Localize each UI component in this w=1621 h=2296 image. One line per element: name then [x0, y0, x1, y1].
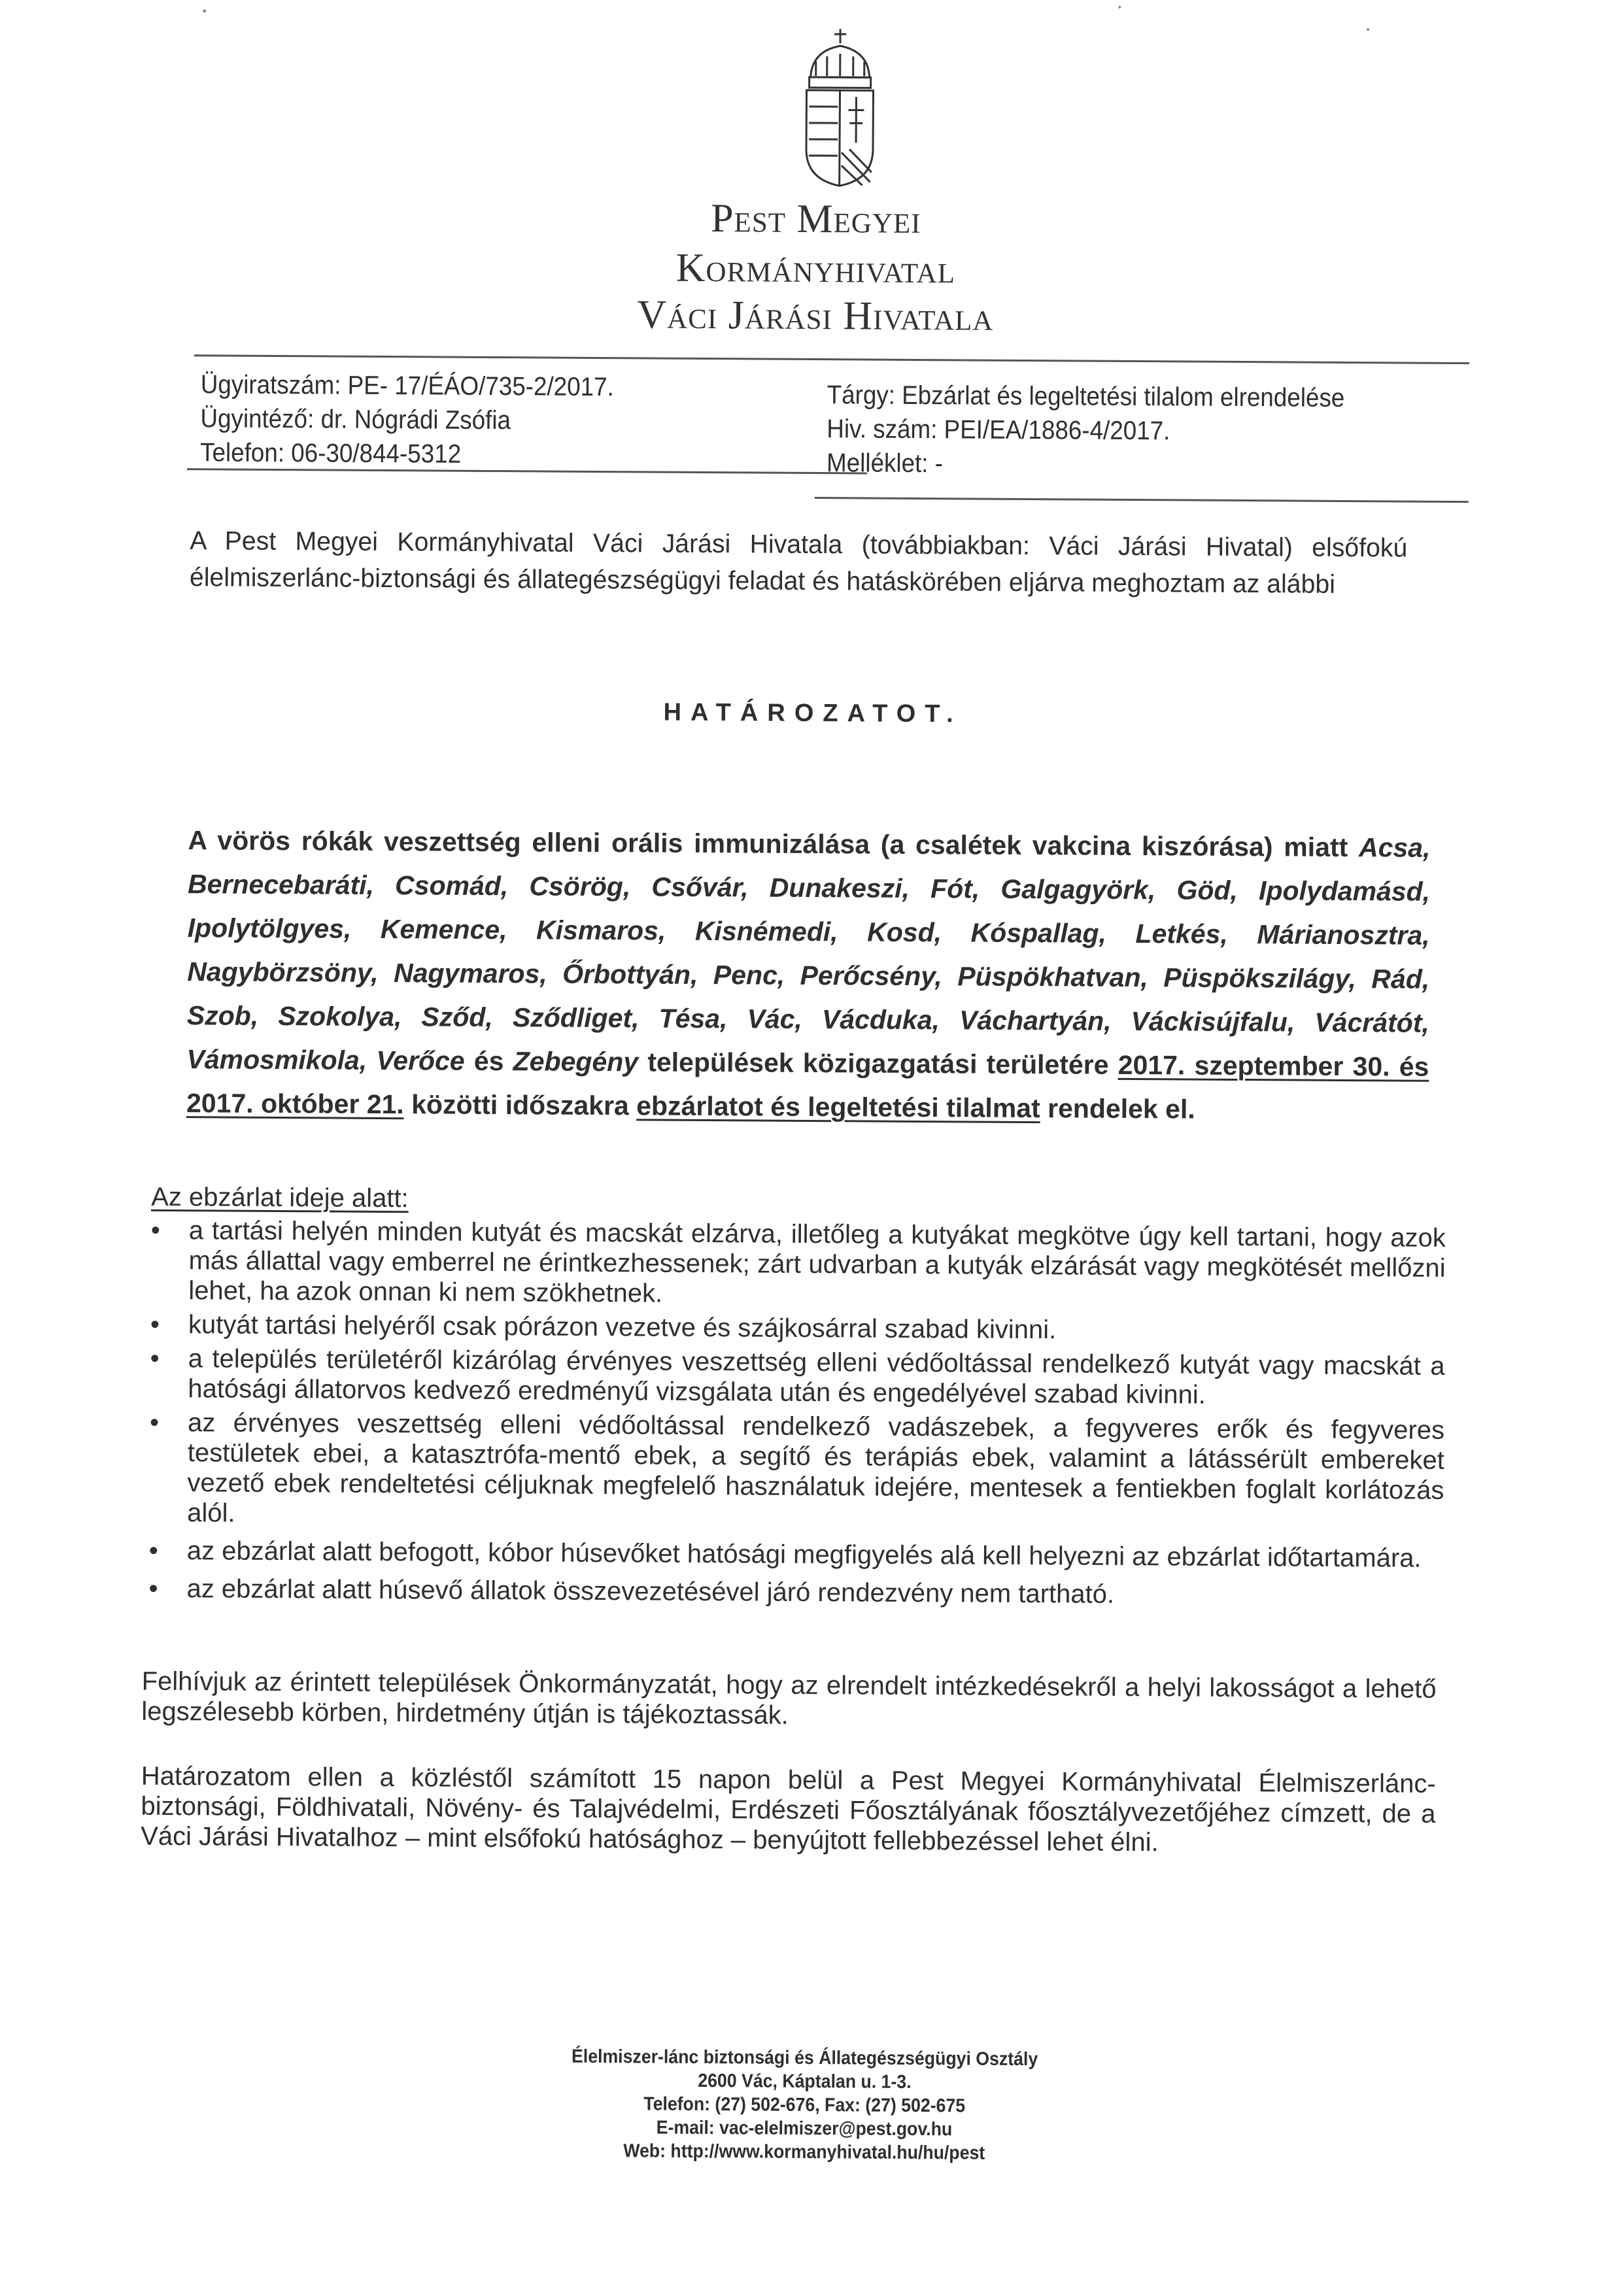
case-number: Ügyiratszám: PE- 17/ÉÁO/735-2/2017. — [200, 370, 614, 402]
rule-item — [150, 1309, 1445, 1347]
org-name-line-3: Váci Járási Hivatala — [637, 292, 994, 339]
footer-address: 2600 Vác, Káptalan u. 1-3. — [698, 2070, 912, 2093]
footer-contact — [0, 2041, 1615, 2169]
rule-item — [150, 1215, 1446, 1313]
footer-email: E-mail: vac-elelmiszer@pest.gov.hu — [656, 2117, 953, 2140]
case-officer: Ügyintéző: dr. Nógrádi Zsófia — [200, 404, 511, 435]
last-town: Zebegény — [513, 1046, 639, 1077]
bullet-icon: • — [148, 1536, 159, 1565]
rule-text: a tartási helyén minden kutyát és macskát elzárva, illetőleg a kutyákat megkötve úgy kell tartani, hogy azok más állattal vagy emberrel ne érintkezhessenek; zárt udvarban a kutyák elzárását vagy megkötését mellőzni lehet, ha azok onnan ki nem szökhetnek. — [188, 1216, 1446, 1308]
rule-item — [150, 1343, 1445, 1411]
decision-paragraph — [186, 819, 1431, 1133]
bullet-icon: • — [150, 1343, 160, 1373]
coat-of-arms-icon — [797, 25, 883, 189]
decision-end: rendelek el. — [1040, 1093, 1195, 1124]
footer-web: Web: http://www.kormanyhivatal.hu/hu/pest — [623, 2140, 985, 2164]
scan-speck — [1118, 6, 1121, 8]
reference-number: Hiv. szám: PEI/EA/1886-4/2017. — [827, 414, 1170, 446]
rules-heading: Az ebzárlat ideje alatt: — [151, 1182, 409, 1213]
decision-conjunction: és — [464, 1045, 513, 1077]
rule-item — [148, 1574, 1443, 1612]
footer-department: Élelmiszer-lánc biztonsági és Állategészségügyi Osztály — [571, 2046, 1038, 2070]
rule-text: az érvényes veszettség elleni védőoltással rendelkező vadászebek, a fegyveres erők és fegyveres testületek ebei, a katasztrófa-mentő ebek, a segítő és terápiás ebek, valamint a látássérült embereket vezető ebek rendeltetési céljuknak megfelelő használatuk idejére, mentesek a fentiekben foglalt korlátozás alól. — [187, 1408, 1445, 1528]
decision-lead: A vörös rókák veszettség elleni orális immunizálása (a csalétek vakcina kiszórása) miatt — [188, 825, 1359, 863]
org-name-line-2: Kormányhivatal — [675, 245, 956, 292]
header-divider-right — [815, 497, 1469, 503]
date-range: 2017. szeptember 30. és 2017. október 21. — [186, 1049, 1429, 1120]
reference-right-block — [827, 378, 1345, 483]
measure: ebzárlatot és legeltetési tilalmat — [636, 1090, 1040, 1124]
rule-text: az ebzárlat alatt húsevő állatok összevezetésével járó rendezvény nem tartható. — [186, 1574, 1115, 1609]
bullet-icon: • — [149, 1408, 160, 1437]
bullet-icon: • — [150, 1309, 160, 1339]
rule-text: a település területéről kizárólag érvényes veszettség elleni védőoltással rendelkező kutyát vagy macskát a hatósági állatorvos kedvező eredményű vizsgálata után és engedélyével szabad kivinni. — [188, 1344, 1445, 1410]
subject: Tárgy: Ebzárlat és legeltetési tilalom elrendelése — [827, 380, 1345, 413]
bullet-icon: • — [148, 1574, 158, 1603]
footer-phone-fax: Telefon: (27) 502-676, Fax: (27) 502-675 — [643, 2093, 966, 2117]
scan-speck — [203, 9, 206, 12]
decision-area: települések közigazgatási területére — [638, 1047, 1118, 1080]
bullet-icon: • — [150, 1215, 161, 1245]
call-to-action-paragraph: Felhívjuk az érintett települések Önkormányzatát, hogy az elrendelt intézkedésekről a helyi lakosságot a lehető legszélesebb körben, hirdetmény útján is tájékoztassák. — [141, 1666, 1437, 1730]
reference-left-block — [200, 367, 614, 472]
decision-title: HATÁROZATOT. — [663, 698, 963, 728]
rule-item — [149, 1536, 1444, 1574]
case-phone: Telefon: 06-30/844-5312 — [200, 438, 462, 469]
decision-period: közötti időszakra — [403, 1089, 637, 1121]
rule-text: az ebzárlat alatt befogott, kóbor húsevőket hatósági megfigyelés alá kell helyezni az ebzárlat időtartamára. — [186, 1536, 1422, 1573]
rules-list — [148, 1215, 1446, 1615]
intro-paragraph: A Pest Megyei Kormányhivatal Váci Járási Hivatala (továbbiakban: Váci Járási Hivatal) elsőfokú élelmiszerlánc-biztonsági és állategészségügyi feladat és hatáskörében eljárva meghoztam az alábbi — [189, 526, 1408, 599]
appeal-paragraph: Határozatom ellen a közléstől számított 15 napon belül a Pest Megyei Kormányhivatal Élelmiszerlánc-biztonsági, Földhivatali, Növény- és Talajvédelmi, Erdészeti Főosztályának főosztályvezetőjéhez címzett, de a Váci Járási Hivatalhoz – mint elsőfokú hatósághoz – benyújtott fellebbezéssel lehet élni. — [141, 1761, 1436, 1857]
attachment: Melléklet: - — [826, 448, 944, 479]
org-name-line-1: Pest Megyei — [710, 196, 921, 243]
header-divider-top — [194, 354, 1469, 364]
rule-item — [149, 1408, 1444, 1536]
affected-towns: Acsa, Bernecebaráti, Csomád, Csörög, Csővár, Dunakeszi, Fót, Galgagyörk, Göd, Ipolydamásd, Ipolytölgyes, Kemence, Kismaros, Kisnémedi, Kosd, Kóspallag, Letkés, Márianosztra, Nagybörzsöny, Nagymaros, Őrbottyán, Penc, Perőcsény, Püspökhatvan, Püspökszilágy, Rád, Szob, Szokolya, Sződ, Sződliget, Tésa, Vác, Vácduka, Váchartyán, Váckisújfalu, Vácrátót, Vámosmikola, Verőce — [186, 832, 1431, 1076]
rule-text: kutyát tartási helyéről csak pórázon vezetve és szájkosárral szabad kivinni. — [188, 1310, 1057, 1345]
scan-speck — [1367, 28, 1369, 31]
